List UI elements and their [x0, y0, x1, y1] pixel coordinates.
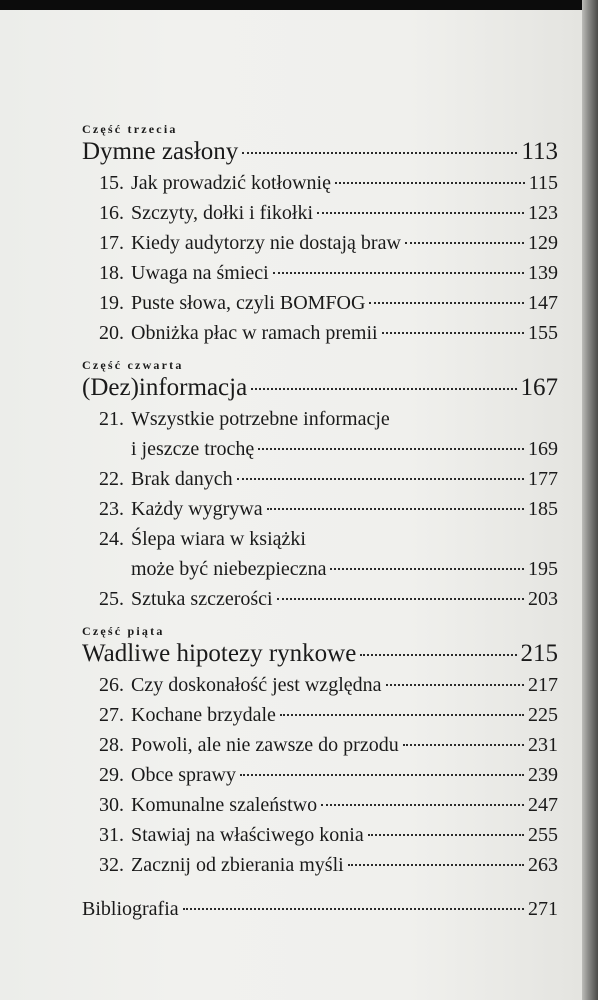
page-number: 155 — [528, 322, 558, 344]
page-number: 147 — [528, 292, 558, 314]
chapter-number: 15. — [99, 172, 124, 194]
section-title: Wadliwe hipotezy rynkowe — [82, 640, 357, 667]
chapter-entry[interactable] — [82, 494, 558, 524]
chapter-entry[interactable] — [82, 820, 558, 850]
chapter-entry[interactable] — [82, 584, 558, 614]
chapter-number: 30. — [99, 794, 124, 816]
chapter-title: Kiedy audytorzy nie dostają braw — [131, 232, 401, 254]
chapter-entry[interactable] — [82, 464, 558, 494]
chapter-title: Zacznij od zbierania myśli — [131, 854, 344, 876]
page-number: 215 — [520, 640, 558, 667]
part-spacer — [82, 348, 558, 358]
chapter-entry[interactable] — [82, 228, 558, 258]
dot-leader — [317, 212, 524, 214]
chapter-title: Komunalne szaleństwo — [131, 794, 318, 816]
page-number: 167 — [520, 374, 558, 401]
chapter-entry[interactable] — [82, 288, 558, 318]
dot-leader — [405, 242, 524, 244]
dot-leader — [251, 388, 516, 390]
chapter-number: 25. — [99, 588, 124, 610]
chapter-title-lines — [131, 404, 558, 464]
chapter-title: Puste słowa, czyli BOMFOG — [131, 292, 366, 314]
chapter-title: Każdy wygrywa — [131, 498, 263, 520]
chapter-number: 19. — [99, 292, 124, 314]
chapter-entry[interactable] — [82, 850, 558, 880]
dot-leader — [267, 508, 524, 510]
chapter-number: 27. — [99, 704, 124, 726]
chapter-number: 24. — [99, 528, 124, 550]
page-number: 231 — [528, 734, 558, 756]
chapter-entry[interactable] — [82, 198, 558, 228]
chapter-entry[interactable] — [82, 730, 558, 760]
chapter-number: 18. — [99, 262, 124, 284]
page-number: 185 — [528, 498, 558, 520]
section-entry[interactable] — [82, 136, 558, 168]
chapter-title: Sztuka szczerości — [131, 588, 273, 610]
chapter-title: Szczyty, dołki i fikołki — [131, 202, 314, 224]
page-number: 203 — [528, 588, 558, 610]
page-number: 225 — [528, 704, 558, 726]
page-number: 129 — [528, 232, 558, 254]
dot-leader — [258, 448, 524, 450]
chapter-title: Stawiaj na właściwego konia — [131, 824, 364, 846]
bibliography-entry[interactable] — [82, 894, 558, 924]
chapter-title-last-line — [131, 554, 558, 584]
page-number: 123 — [528, 202, 558, 224]
page-number: 169 — [528, 438, 558, 460]
chapter-title-lines — [131, 524, 558, 584]
dot-leader — [237, 478, 524, 480]
chapter-number: 26. — [99, 674, 124, 696]
chapter-number: 28. — [99, 734, 124, 756]
dot-leader — [403, 744, 524, 746]
chapter-entry[interactable] — [82, 404, 558, 464]
chapter-title: Brak danych — [131, 468, 233, 490]
page-number: 239 — [528, 764, 558, 786]
dot-leader — [386, 684, 525, 686]
scan-right-edge — [582, 0, 598, 1000]
chapter-title-line: Ślepa wiara w książki — [131, 528, 306, 550]
dot-leader — [240, 774, 524, 776]
page-number: 217 — [528, 674, 558, 696]
section-entry[interactable] — [82, 638, 558, 670]
chapter-entry[interactable] — [82, 524, 558, 584]
chapter-number: 23. — [99, 498, 124, 520]
dot-leader — [335, 182, 525, 184]
chapter-title: Obniżka płac w ramach premii — [131, 322, 378, 344]
part-label: Część czwarta — [82, 358, 184, 372]
chapter-title: Kochane brzydale — [131, 704, 276, 726]
part-spacer — [82, 614, 558, 624]
chapter-number: 16. — [99, 202, 124, 224]
chapter-number: 31. — [99, 824, 124, 846]
chapter-title: Czy doskonałość jest względna — [131, 674, 382, 696]
chapter-title: Obce sprawy — [131, 764, 236, 786]
dot-leader — [382, 332, 524, 334]
chapter-title: Uwaga na śmieci — [131, 262, 269, 284]
dot-leader — [277, 598, 524, 600]
page-number: 139 — [528, 262, 558, 284]
dot-leader — [242, 152, 517, 154]
chapter-title: Jak prowadzić kotłownię — [131, 172, 331, 194]
chapter-number: 17. — [99, 232, 124, 254]
page-number: 113 — [521, 138, 558, 165]
dot-leader — [368, 834, 524, 836]
dot-leader — [348, 864, 524, 866]
chapter-entry[interactable] — [82, 258, 558, 288]
chapter-title: Powoli, ale nie zawsze do przodu — [131, 734, 399, 756]
chapter-number: 22. — [99, 468, 124, 490]
bibliography-title: Bibliografia — [82, 898, 179, 920]
dot-leader — [321, 804, 524, 806]
chapter-entry[interactable] — [82, 790, 558, 820]
chapter-number: 21. — [99, 408, 124, 430]
section-entry[interactable] — [82, 372, 558, 404]
chapter-number: 32. — [99, 854, 124, 876]
page-number: 115 — [528, 172, 558, 194]
part-label: Część trzecia — [82, 122, 178, 136]
chapter-entry[interactable] — [82, 700, 558, 730]
chapter-number: 20. — [99, 322, 124, 344]
chapter-title-line: Wszystkie potrzebne informacje — [131, 408, 390, 430]
section-title: (Dez)informacja — [82, 374, 248, 401]
section-title: Dymne zasłony — [82, 138, 239, 165]
chapter-title-line: może być niebezpieczna — [131, 558, 327, 580]
bibliography-spacer — [82, 880, 558, 894]
dot-leader — [273, 272, 524, 274]
chapter-title-last-line — [131, 434, 558, 464]
page-number: 247 — [528, 794, 558, 816]
page-number: 177 — [528, 468, 558, 490]
chapter-title-line: i jeszcze trochę — [131, 438, 255, 460]
chapter-number: 29. — [99, 764, 124, 786]
part-label: Część piąta — [82, 624, 165, 638]
chapter-entry[interactable] — [82, 760, 558, 790]
dot-leader — [330, 568, 524, 570]
page-number: 195 — [528, 558, 558, 580]
page-number: 263 — [528, 854, 558, 876]
page-number: 255 — [528, 824, 558, 846]
page-number: 271 — [528, 898, 558, 920]
dot-leader — [369, 302, 524, 304]
table-of-contents — [82, 122, 558, 924]
dot-leader — [183, 908, 524, 910]
dot-leader — [280, 714, 524, 716]
chapter-entry[interactable] — [82, 318, 558, 348]
chapter-entry[interactable] — [82, 670, 558, 700]
dot-leader — [360, 654, 516, 656]
chapter-entry[interactable] — [82, 168, 558, 198]
